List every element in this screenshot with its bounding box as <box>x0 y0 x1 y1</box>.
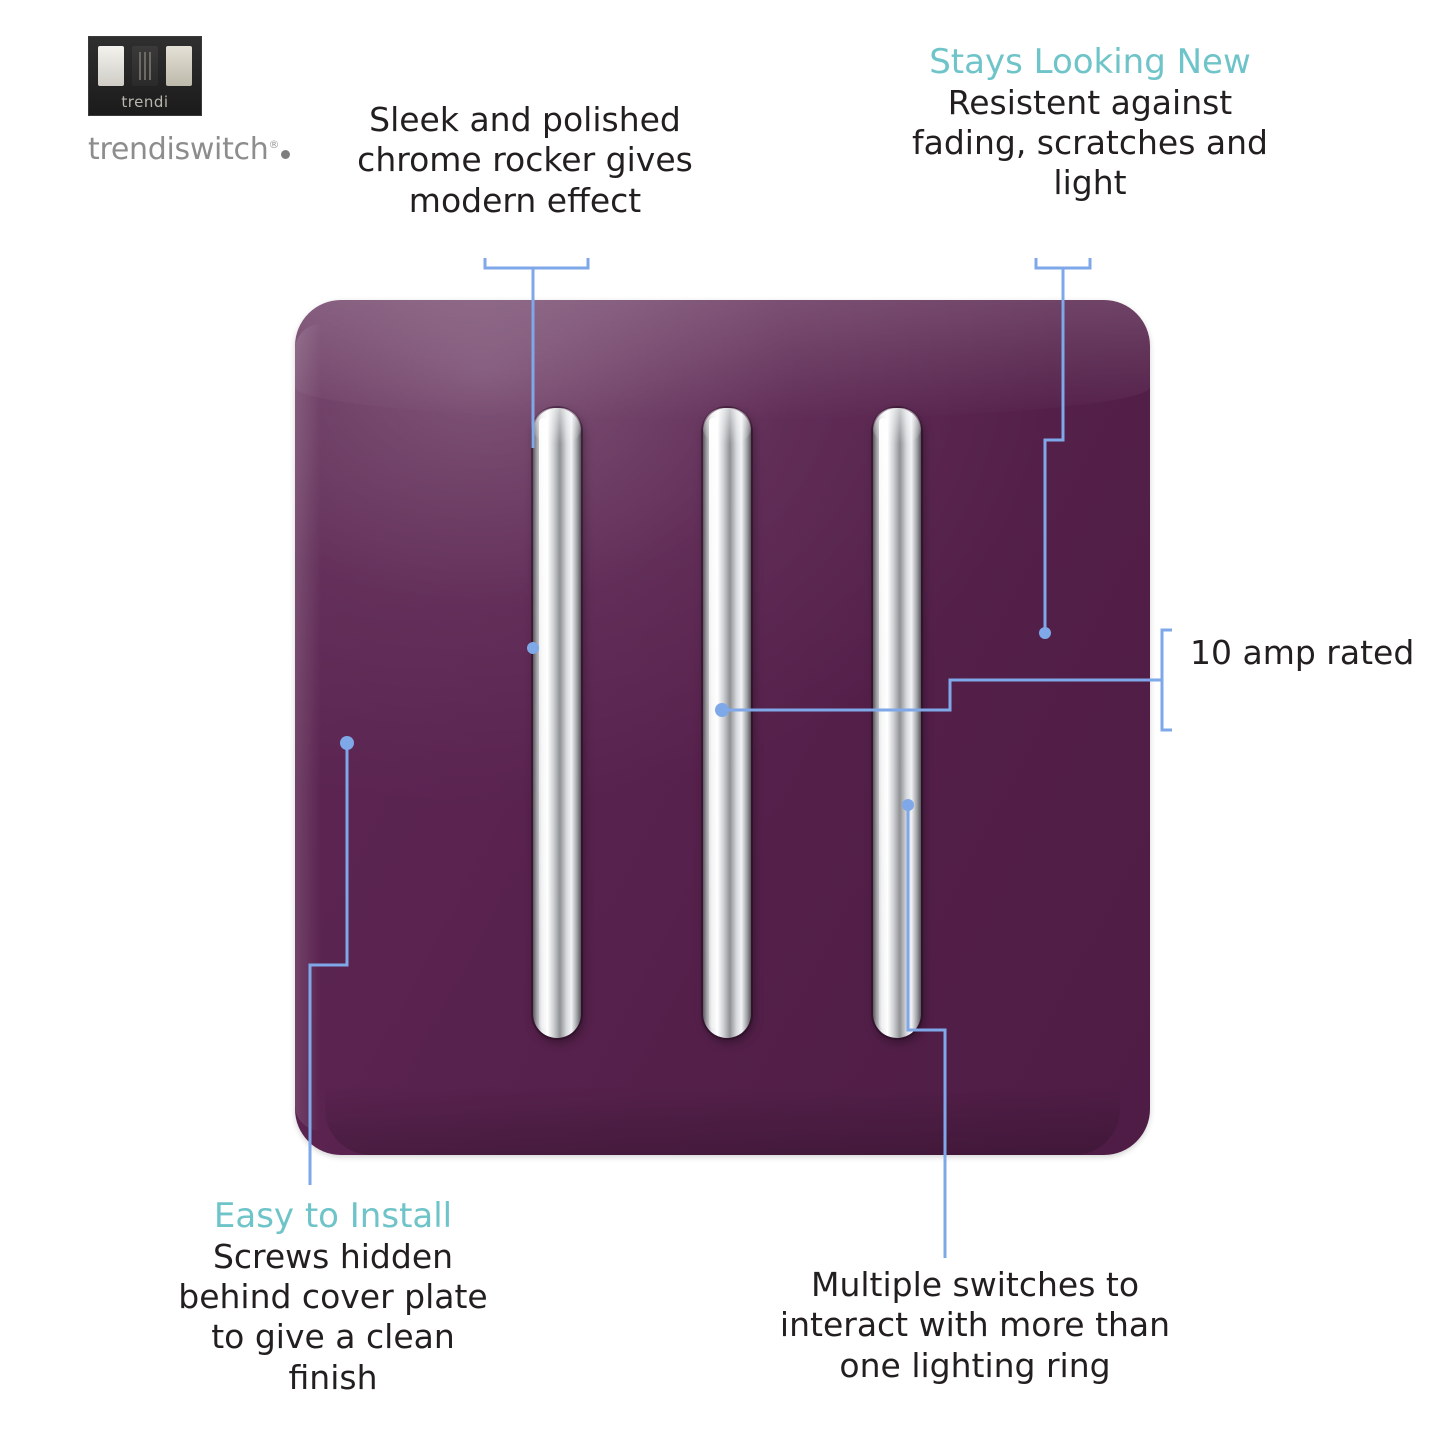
logo-switch-middle-icon <box>132 46 158 86</box>
rocker-switch-1[interactable] <box>533 408 581 1038</box>
callout-multiple-switches <box>765 1265 1185 1386</box>
logo-switch-left-icon <box>98 46 124 86</box>
callout-easy-install-body: Screws hidden behind cover plate to give a clean finish <box>178 1236 488 1397</box>
callout-rocker-body: Sleek and polished chrome rocker gives modern effect <box>357 100 693 220</box>
rocker-switch-2[interactable] <box>703 408 751 1038</box>
brand-logo <box>88 36 288 167</box>
faceplate-left-highlight <box>295 324 321 1131</box>
callout-rocker <box>320 100 730 221</box>
brand-wordmark-text: trendiswitch <box>88 132 269 167</box>
trendi-logo-icon <box>88 36 202 116</box>
callout-multiple-switches-body: Multiple switches to interact with more than one lighting ring <box>779 1265 1171 1385</box>
switch-faceplate <box>295 300 1150 1155</box>
rocker-switch-3[interactable] <box>873 408 921 1038</box>
logo-switch-right-icon <box>166 46 192 86</box>
callout-stays-new-heading: Stays Looking New <box>929 42 1251 82</box>
callout-amp-rating-body: 10 amp rated <box>1190 633 1415 672</box>
callout-easy-install-heading: Easy to Install <box>213 1196 453 1236</box>
faceplate-bottom-shadow <box>325 1085 1120 1155</box>
callout-easy-install <box>168 1196 498 1398</box>
callout-stays-new-body: Resistent against fading, scratches and light <box>912 82 1268 203</box>
registered-mark: ® <box>268 138 280 151</box>
callout-stays-new <box>905 42 1275 204</box>
wordmark-dot-icon <box>281 150 290 159</box>
brand-wordmark <box>88 132 288 167</box>
faceplate-top-highlight <box>295 300 1150 420</box>
callout-amp-rating <box>1190 633 1420 673</box>
logo-mark-label: trendi <box>121 93 169 111</box>
